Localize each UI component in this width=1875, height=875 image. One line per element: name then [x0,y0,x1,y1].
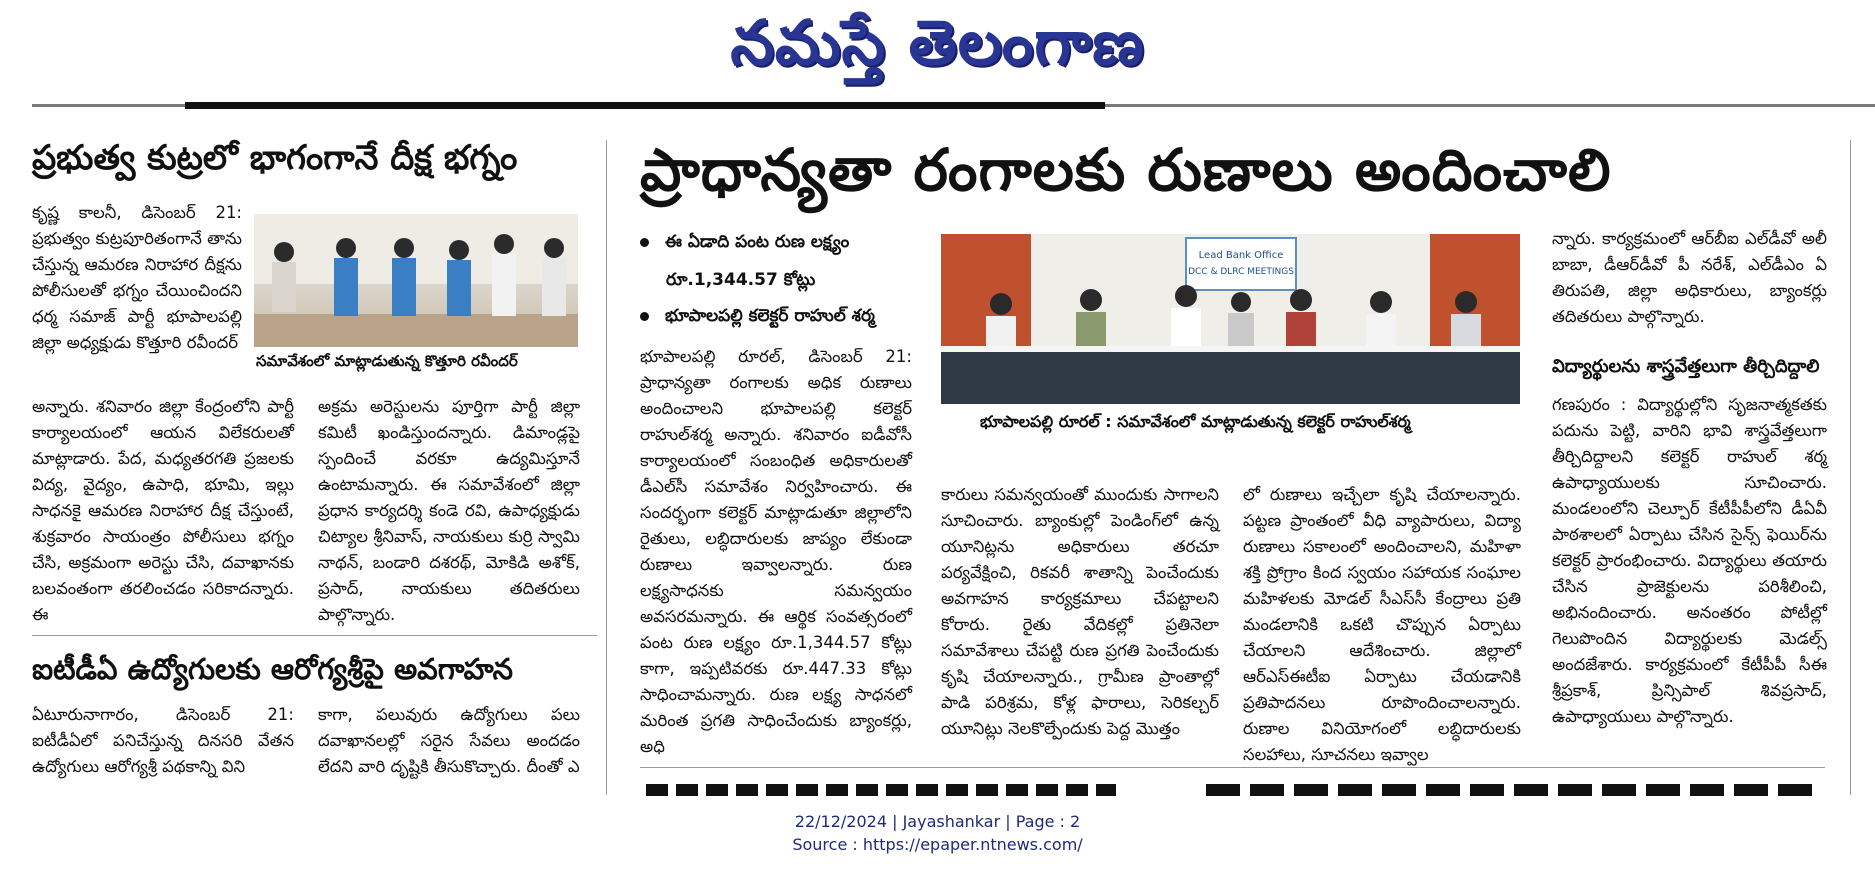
highlight-bullet: భూపాలపల్లి కలెక్టర్ రాహుల్ శర్మ [640,306,875,330]
banner-text: DCC & DLRC MEETINGS [1188,267,1294,277]
bullet-icon [640,238,649,247]
story-divider [32,635,597,636]
story-text: లో రుణాలు ఇచ్చేలా కృషి చేయాలన్నారు. పట్టణ ప్రాంతంలో వీధి వ్యాపారులు, విద్యా రుణాలు సకాలంలో అందించాలని, మహిళా శక్తి ప్రోగ్రాం కింద స్వయం సహాయక సంఘాల మహిళలకు మోడల్ సీఎస్‌సీ కేంద్రాలు ప్రతి మండలానికి ఒకటి చొప్పున ఏర్పాటు చేయాలని ఆదేశించారు. జిల్లాలో ఆర్‌ఎస్ఈటీఐ ఏర్పాటు చేయడానికి ప్రతిపాదనలు రూపొందించాలన్నారు. రుణాల వినియోగంలో లబ్ధిదారులకు సలహాలు, సూచనలు ఇవ్వాల [1243,485,1521,764]
story-text: కారులు సమన్వయంతో ముందుకు సాగాలని సూచించారు. బ్యాంకుల్లో పెండింగ్‌లో ఉన్న యూనిట్లను అధికారులు తరచూ పర్యవేక్షించి, రికవరీ శాతాన్ని పెంచేందుకు అవగాహన కార్యక్రమాలు చేపట్టాలని కోరారు. రైతు వేదికల్లో ప్రతినెలా సమావేశాలు చేపట్టి రుణ ప్రగతి పెంచేందుకు కృషి చేయాలన్నారు., గ్రామీణ ప్రాంతాల్లో పాడి పరిశ్రమ, కోళ్ల ఫారాలు, సెరికల్చర్ యూనిట్లు నెలకొల్పేందుకు పెద్ద మొత్తం [941,485,1219,738]
masthead-rule-thick [185,102,1105,109]
photo-caption: భూపాలపల్లి రూరల్ : సమావేశంలో మాట్లాడుతున్న కలెక్టర్ రాహుల్‌శర్మ [980,412,1411,431]
story-text: అన్నారు. శనివారం జిల్లా కేంద్రంలోని పార్టీ కార్యాలయంలో ఆయన విలేకరులతో మాట్లాడారు. పేద, మధ్యతరగతి ప్రజలకు విద్య, వైద్యం, ఉపాధి, భూమి, ఇల్లు సాధనకై ఆమరణ నిరాహార దీక్ష చేస్తుంటే, శుక్రవారం సాయంత్రం పోలీసులు భగ్నం చేసి, అక్రమంగా అరెస్టు చేసి, దవాఖానకు బలవంతంగా తరలించడం సరికాదన్నారు. ఈ [32,397,294,624]
highlight-bullet: ఈ ఏడాది పంట రుణ లక్ష్యం [640,232,849,256]
story-text: గణపురం : విద్యార్థుల్లోని సృజనాత్మకతకు పదును పెట్టి, వారిని భావి శాస్త్రవేత్తలుగా తీర్చిదిద్దాలని కలెక్టర్ రాహుల్ శర్మ ఉపాధ్యాయులకు సూచించారు. మండలంలోని చెల్పూర్ కేటీపీపీలోని డీఏవీ పాఠశాలలో ఏర్పాటు చేసిన సైన్స్ ఫెయిర్‌ను కలెక్టర్ ప్రారంభించారు. విద్యార్థులు తయారు చేసిన ప్రాజెక్టులను పరిశీలించి, అభినందించారు. అనంతరం పోటీల్లో గెలుపొందిన విద్యార్థులకు మెడల్స్ అందజేశారు. కార్యక్రమంలో కేటీపీపీ సీఈ శ్రీప్రకాశ్, ప్రిన్సిపాల్ శివప్రసాద్, ఉపాధ్యాయులు పాల్గొన్నారు. [1552,395,1827,726]
protest-photo [254,214,578,347]
footer-source-link[interactable]: Source : https://epaper.ntnews.com/ [792,835,1083,854]
story-headline: ప్రభుత్వ కుట్రలో భాగంగానే దీక్ష భగ్నం [32,138,518,178]
photo-illustration [941,234,1520,404]
column-divider [1850,140,1851,795]
column-divider [606,140,607,795]
story-headline: ఐటీడీఏ ఉద్యోగులకు ఆరోగ్యశ్రీపై అవగాహన [32,652,514,686]
story-text: కాగా, పలువురు ఉద్యోగులు పలు దవాఖానలల్లో సరైన సేవలు అందడం లేదని వారి దృష్టికి తీసుకొచ్చారు. దీంతో ఎ [318,705,580,776]
highlight-bullet-continued: రూ.1,344.57 కోట్లు [666,270,816,290]
cutoff-headline [1206,784,1816,796]
photo-illustration [254,214,578,347]
story-headline: విద్యార్థులను శాస్త్రవేత్తలుగా తీర్చిదిద్దాలి [1552,356,1820,377]
story-text: కృష్ణ కాలనీ, డిసెంబర్ 21: ప్రభుత్వం కుట్రపూరితంగానే తాను చేస్తున్న ఆమరణ నిరాహార దీక్షను పోలీసులతో భగ్నం చేయించిందని ధర్మ సమాజ్ పార్టీ భూపాలపల్లి జిల్లా అధ్యక్షుడు కొత్తూరి రవీందర్ [32,203,242,352]
story-text: న్నారు. కార్యక్రమంలో ఆర్‌బీఐ ఎల్‌డీవో అలీ బాబా, డీఆర్‌డీవో పీ నరేశ్, ఎల్‌డీఎం ఏ తిరుపతి, జిల్లా అధికారులు, బ్యాంకర్లు తదితరులు పాల్గొన్నారు. [1552,229,1827,326]
story-text: భూపాలపల్లి రూరల్, డిసెంబర్ 21: ప్రాధాన్యతా రంగాలకు అధిక రుణాలు అందించాలని భూపాలపల్లి కలెక్టర్ రాహుల్‌శర్మ అన్నారు. శనివారం ఐడీవోసీ కార్యాలయంలో సంబంధిత అధికారులతో డీఎల్‌సీ సమావేశం నిర్వహించారు. ఈ సందర్భంగా కలెక్టర్ మాట్లాడుతూ జిల్లాలోని రైతులు, లబ్ధిదారులకు జాప్యం లేకుండా రుణాలు ఇవ్వాలన్నారు. రుణ లక్ష్యసాధనకు సమన్వయం అవసరమన్నారు. ఈ ఆర్థిక సంవత్సరంలో పంట రుణ లక్ష్యం రూ.1,344.57 కోట్లు కాగా, ఇప్పటివరకు రూ.447.33 కోట్లు సాధించామన్నారు. రుణ లక్ష్య సాధనలో మరింత ప్రగతి సాధించేందుకు బ్యాంకర్లు, అధి [640,347,912,756]
photo-caption: సమావేశంలో మాట్లాడుతున్న కొత్తూరి రవీందర్ [256,352,518,370]
masthead-title: నమస్తే తెలంగాణ [730,6,1145,79]
meeting-photo [941,234,1520,404]
bullet-icon [640,312,649,321]
footer-date-line: 22/12/2024 | Jayashankar | Page : 2 [794,812,1081,831]
banner-text: Lead Bank Office [1198,250,1284,261]
main-headline: ప్రాధాన్యతా రంగాలకు రుణాలు అందించాలి [640,136,1612,204]
cutoff-headline [646,784,1116,796]
story-text: అక్రమ అరెస్టులను పూర్తిగా పార్టీ జిల్లా కమిటీ ఖండిస్తుందన్నారు. డిమాండ్లపై స్పందించే వరకూ ఉద్యమిస్తూనే ఉంటామన్నారు. ఈ సమావేశంలో జిల్లా ప్రధాన కార్యదర్శి కండె రవి, ఉపాధ్యక్షుడు చిట్యాల శ్రీనివాస్, నాయకులు కుర్రి స్వామి నాథన్, బండారి దశరథ్, మోకిడి అశోక్, ప్రసాద్, నాయకులు తదితరులు పాల్గొన్నారు. [318,397,580,624]
story-divider [640,767,1825,768]
story-text: ఏటూరునాగారం, డిసెంబర్ 21: ఐటీడీఏలో పనిచేస్తున్న దినసరి వేతన ఉద్యోగులు ఆరోగ్యశ్రీ పథకాన్ని విని [32,705,294,776]
